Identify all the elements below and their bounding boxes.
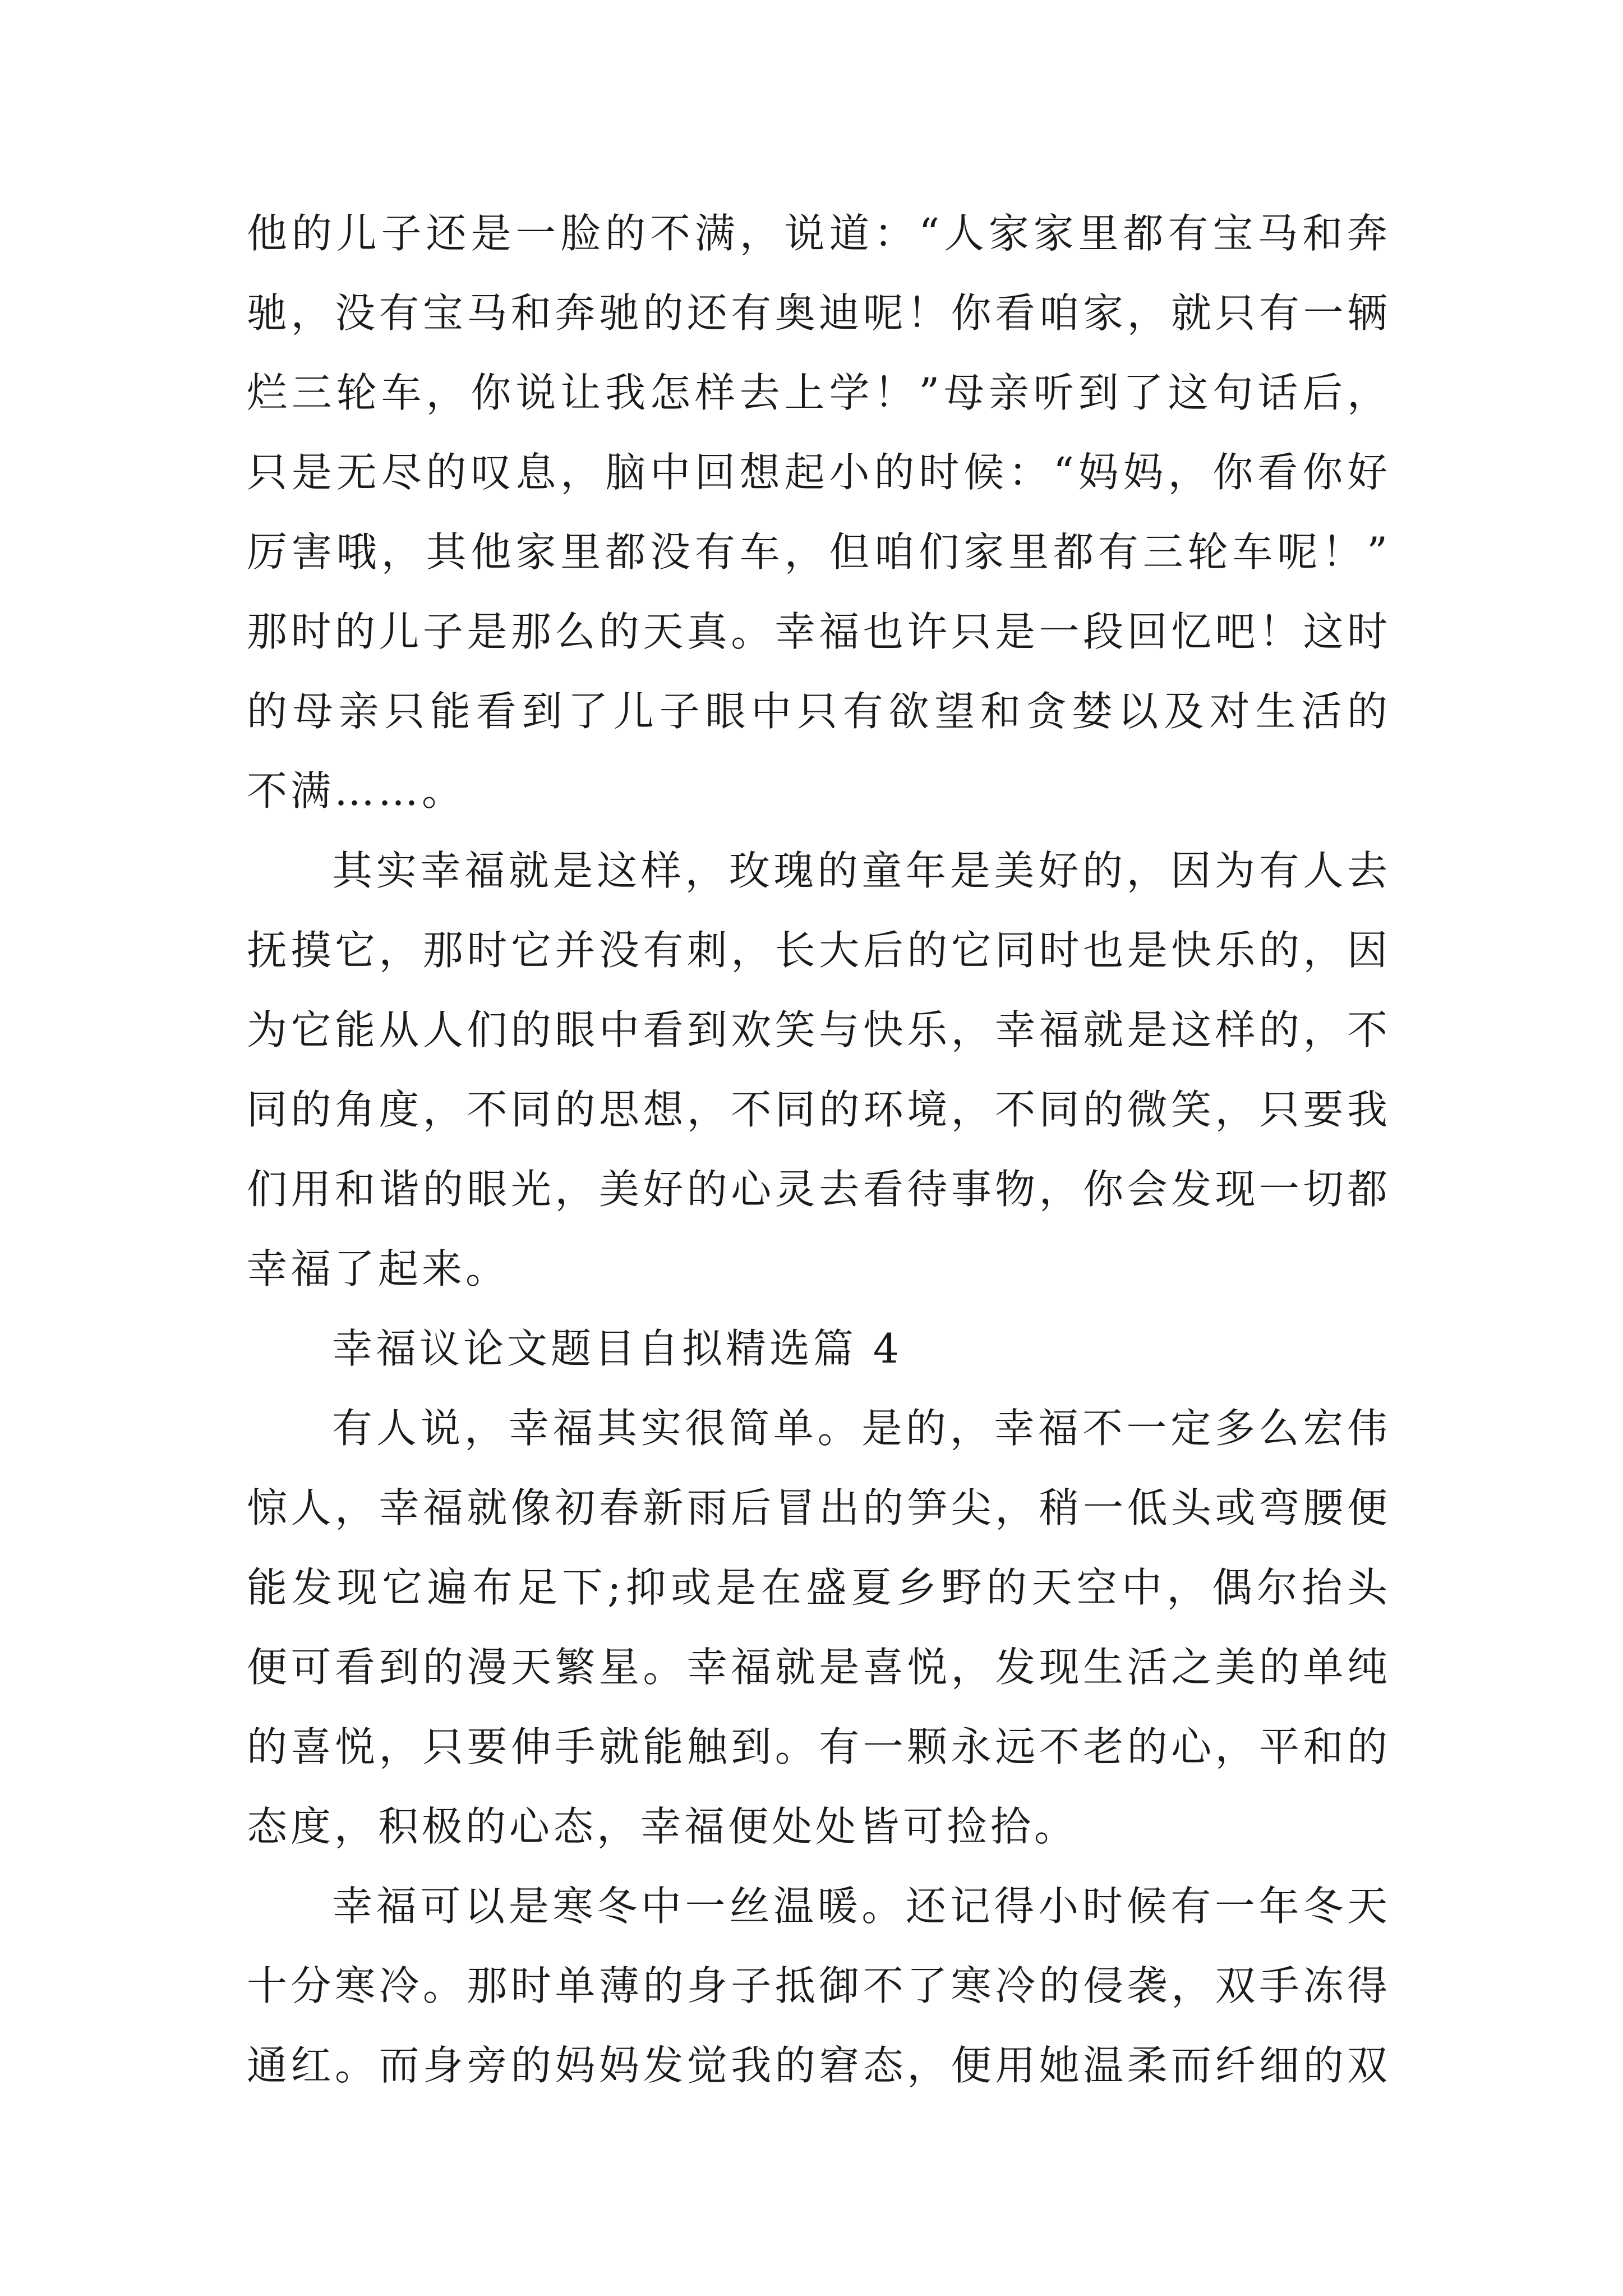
text-line: 们用和谐的眼光，美好的心灵去看待事物，你会发现一切都 [247,1166,1391,1213]
text-line: 十分寒冷。那时单薄的身子抵御不了寒冷的侵袭，双手冻得 [247,1962,1391,2009]
text-line: 便可看到的漫天繁星。幸福就是喜悦，发现生活之美的单纯 [247,1644,1391,1691]
text-line: 他的儿子还是一脸的不满，说道：“人家家里都有宝马和奔 [247,210,1391,257]
text-line: 通红。而身旁的妈妈发觉我的窘态，便用她温柔而纤细的双 [247,2042,1391,2089]
document-body [247,194,1391,2105]
text-line: 厉害哦，其他家里都没有车，但咱们家里都有三轮车呢！” [247,528,1391,576]
text-line: 有人说，幸福其实很简单。是的，幸福不一定多么宏伟 [332,1405,1391,1452]
text-line: 抚摸它，那时它并没有刺，长大后的它同时也是快乐的，因 [247,927,1391,974]
text-line: 为它能从人们的眼中看到欢笑与快乐，幸福就是这样的，不 [247,1006,1391,1053]
text-line: 幸福议论文题目自拟精选篇 4 [332,1325,902,1372]
text-line: 只是无尽的叹息，脑中回想起小的时候：“妈妈，你看你好 [247,449,1391,496]
text-line: 态度，积极的心态，幸福便处处皆可捡拾。 [247,1803,1078,1850]
text-line: 不满……。 [247,767,466,815]
text-line: 其实幸福就是这样，玫瑰的童年是美好的，因为有人去 [332,847,1391,894]
text-line: 幸福了起来。 [247,1245,510,1292]
text-line: 烂三轮车，你说让我怎样去上学！”母亲听到了这句话后， [247,369,1391,416]
text-line: 幸福可以是寒冬中一丝温暖。还记得小时候有一年冬天 [332,1883,1391,1930]
text-line: 的喜悦，只要伸手就能触到。有一颗永远不老的心，平和的 [247,1723,1391,1770]
text-line: 惊人，幸福就像初春新雨后冒出的笋尖，稍一低头或弯腰便 [247,1484,1391,1531]
text-line: 的母亲只能看到了儿子眼中只有欲望和贪婪以及对生活的 [247,688,1391,735]
text-line: 同的角度，不同的思想，不同的环境，不同的微笑，只要我 [247,1086,1391,1133]
text-line: 那时的儿子是那么的天真。幸福也许只是一段回忆吧！这时 [247,608,1391,655]
text-line: 能发现它遍布足下;抑或是在盛夏乡野的天空中，偶尔抬头 [247,1564,1391,1611]
text-line: 驰，没有宝马和奔驰的还有奥迪呢！你看咱家，就只有一辆 [247,289,1391,337]
